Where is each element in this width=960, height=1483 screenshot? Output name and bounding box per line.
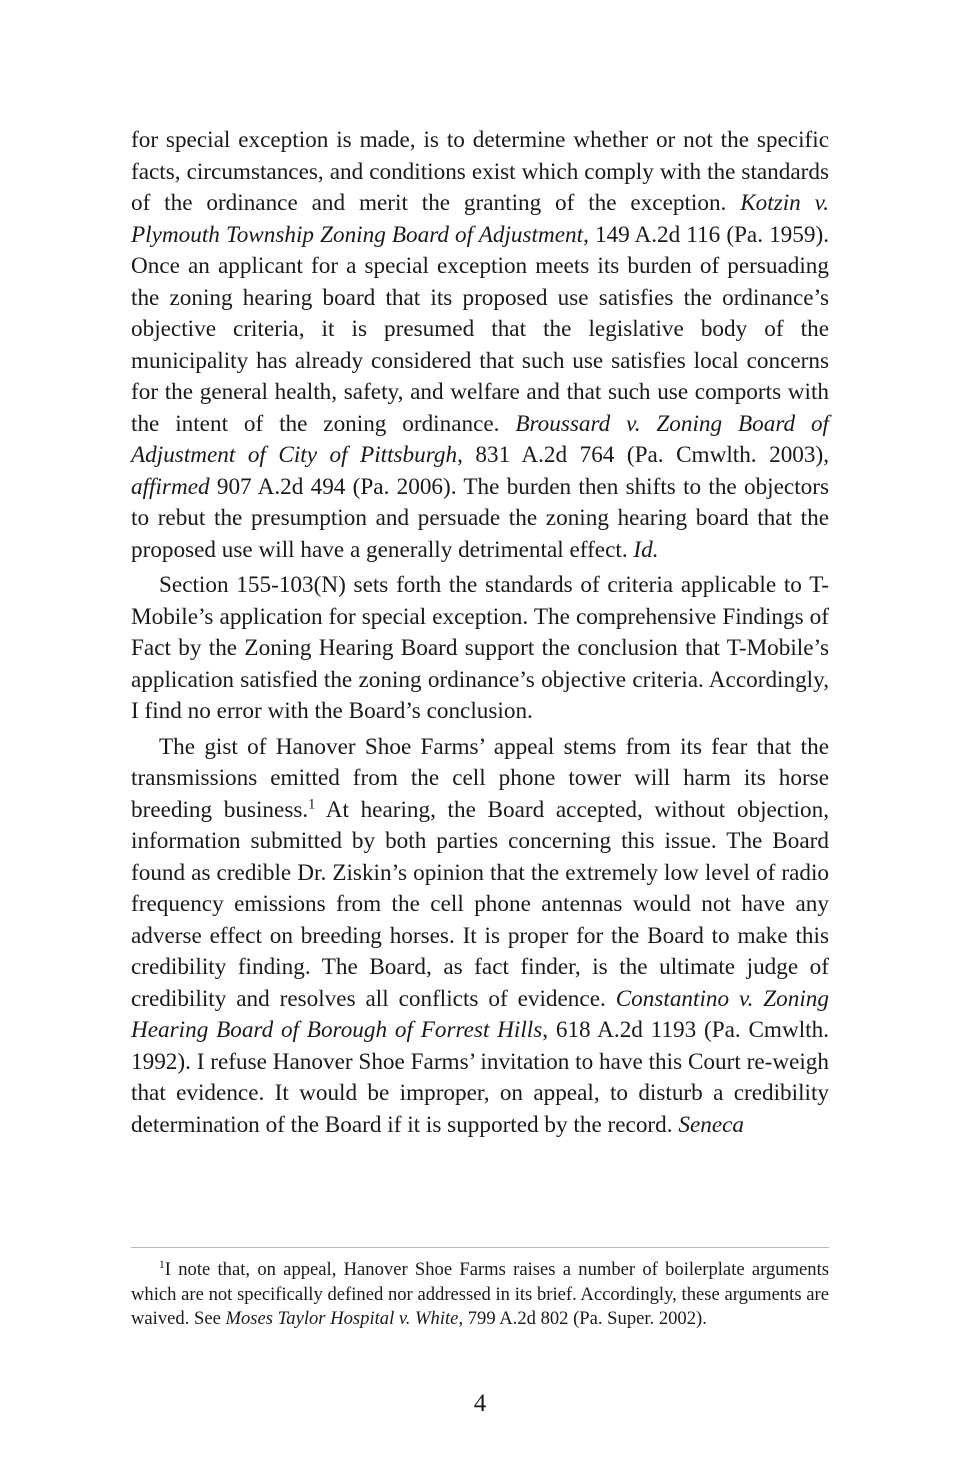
main-text	[131, 125, 829, 1141]
case-citation: Broussard v. Zoning Board of Adjustment of City of Pittsburgh	[131, 410, 829, 468]
footnote-reference[interactable]: 1	[308, 795, 316, 812]
paragraph-2	[131, 570, 829, 728]
case-citation: Seneca	[678, 1111, 745, 1138]
citation-signal: affirmed	[131, 473, 210, 500]
text-run: The gist of Hanover Shoe Farms’ appeal stems from its fear that the transmissions emitted from the cell phone tower will harm its horse breeding business.	[131, 733, 829, 823]
paragraph-3	[131, 732, 829, 1142]
text-run: , 799 A.2d 802 (Pa. Super. 2002).	[458, 1308, 707, 1330]
footnote-marker: 1	[159, 1259, 165, 1272]
case-citation: Kotzin v. Plymouth Township Zoning Board of Adjustment	[131, 190, 829, 248]
page-number: 4	[473, 1390, 487, 1417]
id-citation: Id.	[633, 536, 659, 563]
paragraph-1	[131, 125, 829, 566]
footnote-1	[131, 1258, 829, 1332]
text-run: , 149 A.2d 116 (Pa. 1959). Once an applicant for a special exception meets its burden of persuading the zoning hearing board that its proposed use satisfies the ordinance’s objective criteria, it is presumed that the legislative body of the municipality has already considered that such use satisfies local concerns for the general health, safety, and welfare and that such use comports with the intent of the zoning ordinance.	[131, 221, 829, 437]
text-run: At hearing, the Board accepted, without objection, information submitted by both parties concerning this issue. The Board found as credible Dr. Ziskin’s opinion that the extremely low level of radio frequency emissions from the cell phone antennas would not have any adverse effect on breeding horses. It is proper for the Board to make this credibility finding. The Board, as fact finder, is the ultimate judge of credibility and resolves all conflicts of evidence.	[131, 796, 829, 1012]
text-run: , 831 A.2d 764 (Pa. Cmwlth. 2003),	[457, 442, 829, 468]
text-run: , 618 A.2d 1193 (Pa. Cmwlth. 1992). I refuse Hanover Shoe Farms’ invitation to have this Court re-weigh that evidence. It would be improper, on appeal, to disturb a credibility determination of the Board if it is supported by the record.	[131, 1017, 829, 1138]
footnote-divider	[131, 1247, 829, 1248]
text-run: Section 155-103(N) sets forth the standards of criteria applicable to T-Mobile’s application for special exception. The comprehensive Findings of Fact by the Zoning Hearing Board support the conclusion that T-Mobile’s application satisfied the zoning ordinance’s objective criteria. Accordingly, I find no error with the Board’s conclusion.	[131, 572, 829, 724]
case-citation: Constantino v. Zoning Hearing Board of Borough of Forrest Hills	[131, 985, 829, 1043]
text-run: 907 A.2d 494 (Pa. 2006). The burden then shifts to the objectors to rebut the presumption and persuade the zoning hearing board that the proposed use will have a generally detrimental effect.	[131, 473, 829, 563]
case-citation: Moses Taylor Hospital v. White	[225, 1308, 459, 1330]
text-run: for special exception is made, is to determine whether or not the specific facts, circumstances, and conditions exist which comply with the standards of the ordinance and merit the granting of the exception.	[131, 127, 829, 216]
footnotes	[131, 1258, 829, 1332]
text-run: I note that, on appeal, Hanover Shoe Farms raises a number of boilerplate arguments which are not specifically defined nor addressed in its brief. Accordingly, these arguments are waived. See	[131, 1259, 829, 1330]
